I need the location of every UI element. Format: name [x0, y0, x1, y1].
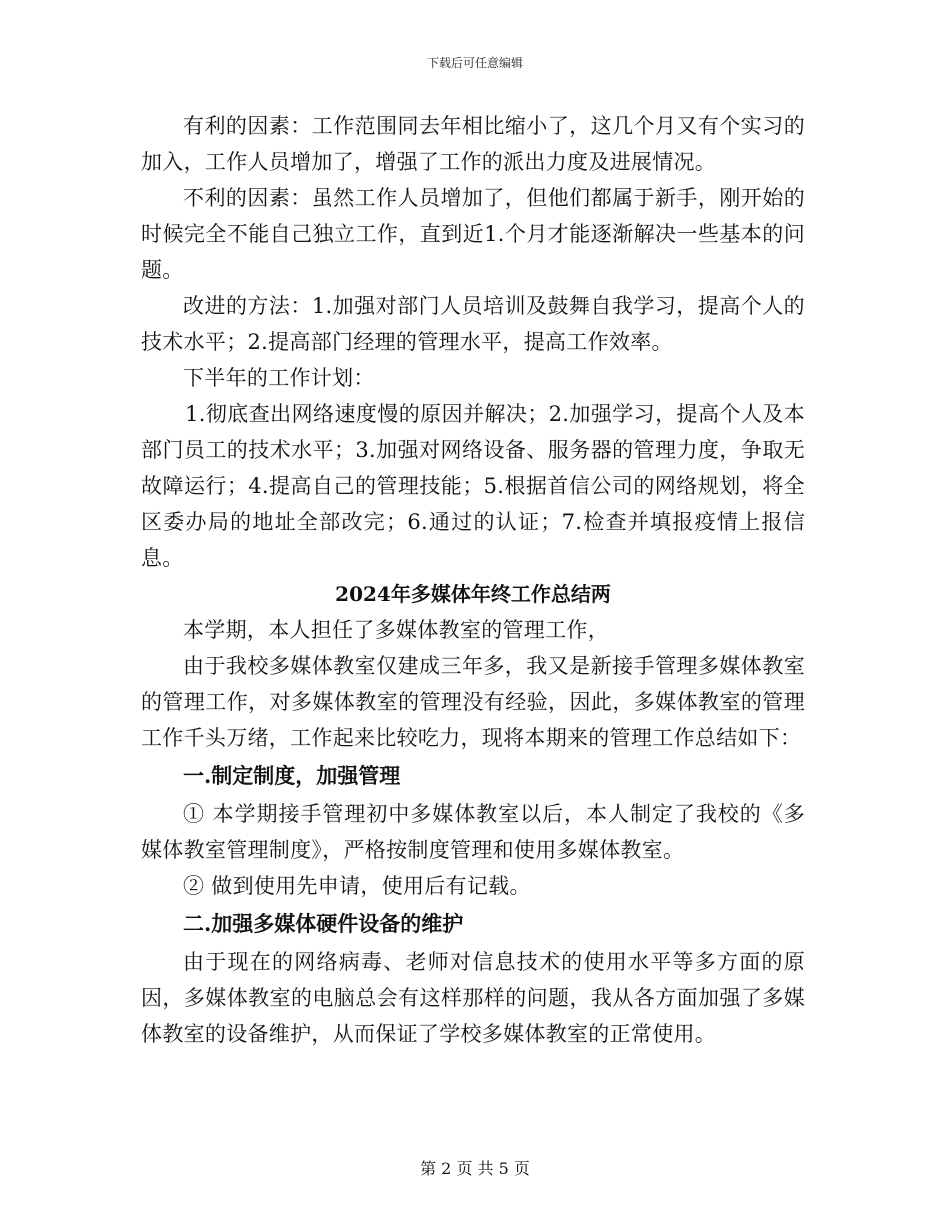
paragraph-improvement-methods: 改进的方法：1.加强对部门人员培训及鼓舞自我学习，提高个人的技术水平；2.提高部门经理的管理水平，提高工作效率。	[141, 294, 805, 354]
heading-hardware-maintenance: 二.加强多媒体硬件设备的维护	[183, 911, 464, 936]
paragraph-rules-item-2: ② 做到使用先申请，使用后有记载。	[183, 874, 531, 898]
section-title: 2024年多媒体年终工作总结两	[335, 582, 611, 606]
heading-rules-management: 一.制定制度，加强管理	[183, 763, 401, 788]
paragraph-hardware-maintenance: 由于现在的网络病毒、老师对信息技术的使用水平等多方面的原因，多媒体教室的电脑总会有这样那样的问题，我从各方面加强了多媒体教室的设备维护，从而保证了学校多媒体教室的正常使用。	[141, 950, 805, 1046]
page-body	[141, 108, 805, 1052]
paragraph-work-plan-heading: 下半年的工作计划：	[183, 366, 375, 390]
page-footer: 第 2 页 共 5 页	[420, 1159, 530, 1178]
page-header: 下载后可任意编辑	[426, 56, 523, 70]
paragraph-background: 由于我校多媒体教室仅建成三年多，我又是新接手管理多媒体教室的管理工作，对多媒体教室的管理没有经验，因此，多媒体教室的管理工作千头万绪，工作起来比较吃力，现将本期来的管理工作总结如下：	[141, 654, 805, 750]
paragraph-unfavorable-factors: 不利的因素：虽然工作人员增加了，但他们都属于新手，刚开始的时候完全不能自己独立工作，直到近1.个月才能逐渐解决一些基本的问题。	[141, 186, 805, 282]
paragraph-rules-item-1: ① 本学期接手管理初中多媒体教室以后，本人制定了我校的《多媒体教室管理制度》，严格按制度管理和使用多媒体教室。	[141, 802, 805, 862]
paragraph-favorable-factors: 有利的因素：工作范围同去年相比缩小了，这几个月又有个实习的加入，工作人员增加了，增强了工作的派出力度及进展情况。	[141, 114, 805, 174]
paragraph-work-plan-items: 1.彻底查出网络速度慢的原因并解决；2.加强学习，提高个人及本部门员工的技术水平；3.加强对网络设备、服务器的管理力度，争取无故障运行；4.提高自己的管理技能；5.根据首信公司的网络规划，将全区委办局的地址全部改完；6.通过的认证；7.检查并填报疫情上报信息。	[141, 402, 805, 570]
paragraph-intro: 本学期，本人担任了多媒体教室的管理工作，	[183, 618, 609, 642]
